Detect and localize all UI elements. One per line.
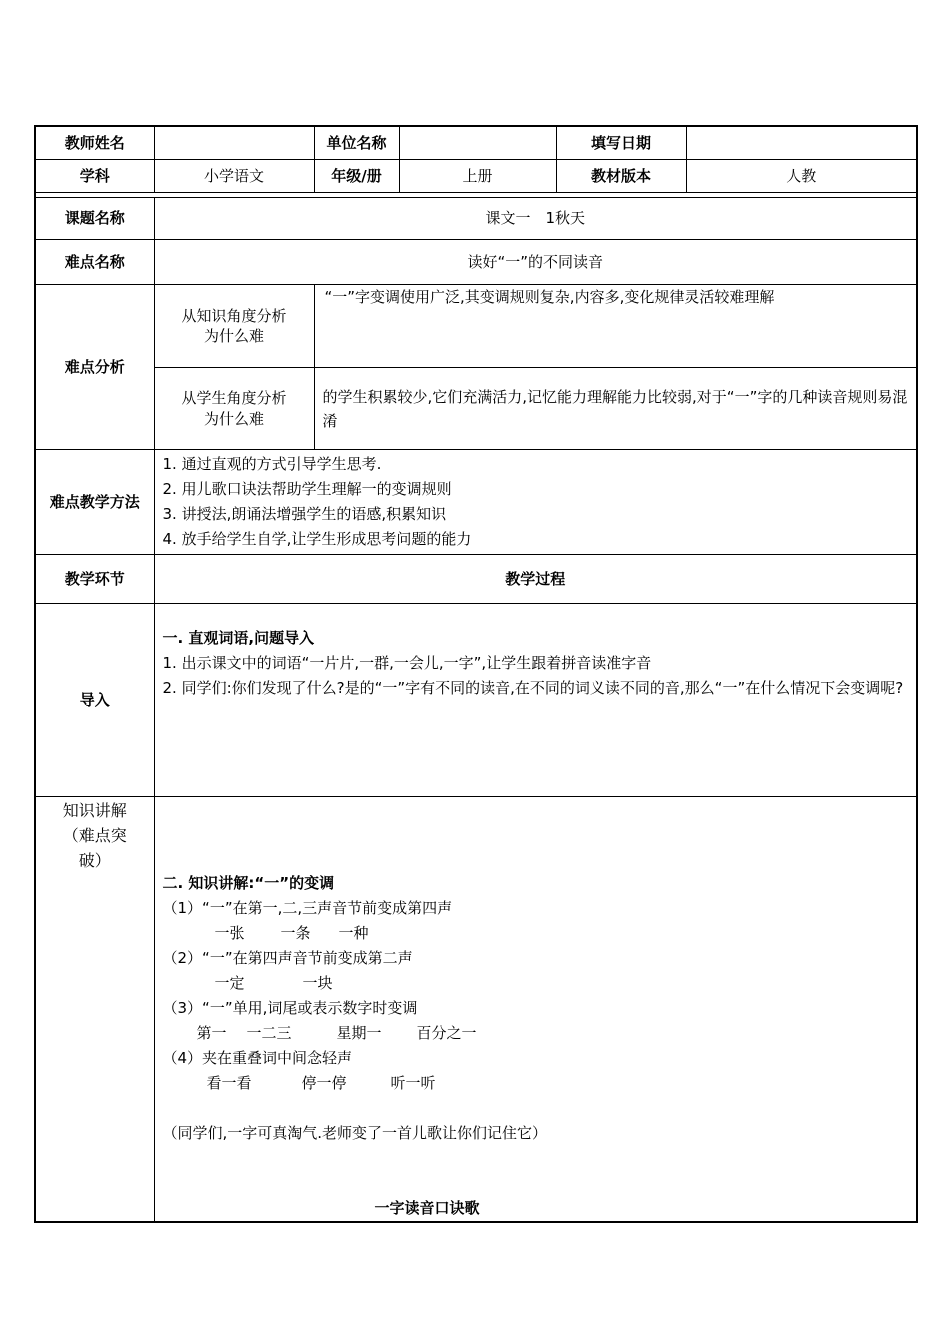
- rule-1: （1）“一”在第一,二,三声音节前变成第四声: [162, 899, 453, 917]
- knowledge-note: （同学们,一字可真淘气.老师变了一首儿歌让你们记住它）: [162, 1124, 548, 1142]
- rule-4-examples: [163, 1071, 909, 1096]
- method-item: 4. 放手给学生自学,让学生形成思考问题的能力: [162, 530, 472, 548]
- unit-value: [399, 126, 556, 160]
- student-angle-value: 的学生积累较少,它们充满活力,记忆能力理解能力比较弱,对于“一”字的几种读音规则易混淆: [314, 368, 917, 450]
- rule-3: （3）“一”单用,词尾或表示数字时变调: [162, 999, 418, 1017]
- example-word: 一定: [214, 974, 245, 992]
- difficulty-label: 难点名称: [35, 240, 154, 285]
- intro-content: [154, 604, 917, 797]
- teacher-value: [154, 126, 314, 160]
- example-word: 停一停: [301, 1074, 347, 1092]
- unit-label: 单位名称: [314, 126, 399, 160]
- example-word: 一种: [338, 924, 369, 942]
- analysis-label: 难点分析: [35, 285, 154, 450]
- analysis-row-knowledge: [35, 285, 917, 368]
- example-word: 一二三: [246, 1024, 292, 1042]
- knowledge-row: [35, 797, 917, 1223]
- rule-4: （4）夹在重叠词中间念轻声: [162, 1049, 353, 1067]
- knowledge-heading: 二. 知识讲解:“一”的变调: [162, 874, 335, 892]
- date-value: [686, 126, 917, 160]
- subject-label: 学科: [35, 160, 154, 193]
- process-header: 教学过程: [154, 555, 917, 604]
- example-word: 一张: [214, 924, 245, 942]
- rule-1-examples: [163, 921, 909, 946]
- knowledge-content: [154, 797, 917, 1223]
- topic-row: [35, 198, 917, 240]
- methods-list: [154, 450, 917, 555]
- knowledge-label: 知识讲解（难点突破）: [35, 797, 154, 1223]
- rule-2: （2）“一”在第四声音节前变成第二声: [162, 949, 413, 967]
- rule-2-examples: [163, 971, 909, 996]
- process-header-row: [35, 555, 917, 604]
- stage-header: 教学环节: [35, 555, 154, 604]
- knowledge-angle-label: 从知识角度分析为什么难: [154, 285, 314, 368]
- song-title: 一字读音口诀歌: [374, 1199, 480, 1217]
- header-row-1: [35, 126, 917, 160]
- rule-3-examples: [163, 1021, 909, 1046]
- example-word: 看一看: [206, 1074, 252, 1092]
- student-angle-label: 从学生角度分析为什么难: [154, 368, 314, 450]
- example-word: 第一: [196, 1024, 227, 1042]
- date-label: 填写日期: [556, 126, 686, 160]
- intro-line-2: 2. 同学们:你们发现了什么?是的“一”字有不同的读音,在不同的词义读不同的音,那么“一”在什么情况下会变调呢?: [162, 679, 904, 697]
- lesson-plan-table: [34, 125, 918, 1223]
- lesson-plan-sheet: [34, 125, 916, 1223]
- example-word: 一条: [280, 924, 311, 942]
- methods-row: [35, 450, 917, 555]
- edition-value: 人教: [686, 160, 917, 193]
- knowledge-angle-value: “一”字变调使用广泛,其变调规则复杂,内容多,变化规律灵活较难理解: [314, 285, 917, 368]
- grade-value: 上册: [399, 160, 556, 193]
- method-item: 1. 通过直观的方式引导学生思考.: [162, 455, 382, 473]
- intro-row: [35, 604, 917, 797]
- topic-label: 课题名称: [35, 198, 154, 240]
- header-row-2: [35, 160, 917, 193]
- intro-line-1: 1. 出示课文中的词语“一片片,一群,一会儿,一字”,让学生跟着拼音读准字音: [162, 654, 652, 672]
- difficulty-value: 读好“一”的不同读音: [154, 240, 917, 285]
- example-word: 星期一: [336, 1024, 382, 1042]
- intro-heading: 一. 直观词语,问题导入: [162, 629, 315, 647]
- difficulty-row: [35, 240, 917, 285]
- methods-label: 难点教学方法: [35, 450, 154, 555]
- topic-value: 课文一 1秋天: [154, 198, 917, 240]
- intro-label: 导入: [35, 604, 154, 797]
- subject-value: 小学语文: [154, 160, 314, 193]
- grade-label: 年级/册: [314, 160, 399, 193]
- edition-label: 教材版本: [556, 160, 686, 193]
- example-word: 一块: [302, 974, 333, 992]
- method-item: 2. 用儿歌口诀法帮助学生理解一的变调规则: [162, 480, 452, 498]
- example-word: 听一听: [390, 1074, 436, 1092]
- analysis-row-student: [35, 368, 917, 450]
- method-item: 3. 讲授法,朗诵法增强学生的语感,积累知识: [162, 505, 447, 523]
- teacher-label: 教师姓名: [35, 126, 154, 160]
- example-word: 百分之一: [416, 1024, 477, 1042]
